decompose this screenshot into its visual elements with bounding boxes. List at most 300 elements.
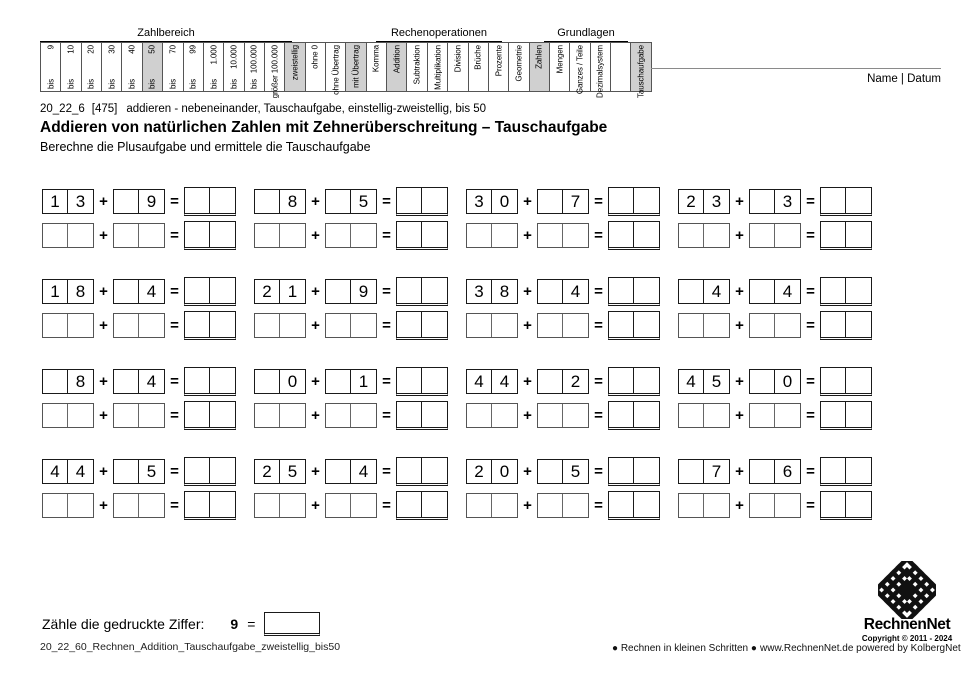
- result-box[interactable]: [820, 277, 872, 306]
- plus-operator: +: [523, 227, 532, 244]
- digit-cell-ones[interactable]: 8: [499, 282, 510, 301]
- digit-cell-tens[interactable]: [326, 460, 351, 483]
- result-cell-tens[interactable]: [397, 278, 422, 303]
- digit-cell-tens[interactable]: [255, 224, 280, 247]
- number-box[interactable]: [113, 313, 165, 338]
- digit-cell-tens[interactable]: [114, 494, 139, 517]
- result-cell-ones[interactable]: [634, 402, 659, 427]
- result-cell-tens[interactable]: [821, 368, 846, 393]
- digit-cell-ones[interactable]: 0: [287, 372, 298, 391]
- result-cell-ones[interactable]: [846, 402, 871, 427]
- result-cell-ones[interactable]: [422, 312, 447, 337]
- digit-cell-ones[interactable]: [492, 314, 517, 337]
- digit-cell-ones[interactable]: 0: [499, 192, 510, 211]
- result-cell-tens[interactable]: [397, 402, 422, 427]
- result-cell-ones[interactable]: [846, 492, 871, 517]
- digit-cell-ones[interactable]: [280, 224, 305, 247]
- result-cell-tens[interactable]: [397, 312, 422, 337]
- number-box[interactable]: [113, 369, 165, 394]
- result-cell-tens[interactable]: [821, 402, 846, 427]
- digit-cell-tens[interactable]: 1: [43, 190, 68, 213]
- result-cell-ones[interactable]: [210, 402, 235, 427]
- result-box[interactable]: [184, 187, 236, 216]
- result-box[interactable]: [396, 491, 448, 520]
- number-box[interactable]: [254, 279, 306, 304]
- number-box[interactable]: [749, 459, 801, 484]
- digit-cell-tens[interactable]: [679, 280, 704, 303]
- digit-cell-tens[interactable]: [255, 404, 280, 427]
- result-box[interactable]: [184, 457, 236, 486]
- digit-cell-ones[interactable]: 6: [782, 462, 793, 481]
- number-box[interactable]: [537, 279, 589, 304]
- digit-cell-ones[interactable]: [563, 494, 588, 517]
- number-box[interactable]: [113, 493, 165, 518]
- result-box[interactable]: [184, 221, 236, 250]
- digit-cell-tens[interactable]: [114, 370, 139, 393]
- number-box[interactable]: [749, 189, 801, 214]
- digit-cell-ones[interactable]: 5: [146, 462, 157, 481]
- equals-operator: =: [382, 317, 391, 334]
- result-box[interactable]: [820, 491, 872, 520]
- number-box[interactable]: [113, 459, 165, 484]
- number-box[interactable]: [325, 493, 377, 518]
- result-cell-tens[interactable]: [185, 312, 210, 337]
- result-cell-ones[interactable]: [210, 188, 235, 213]
- result-cell-tens[interactable]: [609, 368, 634, 393]
- result-cell-tens[interactable]: [185, 492, 210, 517]
- digit-cell-tens[interactable]: [467, 314, 492, 337]
- number-box[interactable]: [749, 223, 801, 248]
- result-box[interactable]: [184, 401, 236, 430]
- digit-cell-ones[interactable]: 7: [570, 192, 581, 211]
- number-box[interactable]: [466, 369, 518, 394]
- digit-cell-tens[interactable]: 3: [467, 280, 492, 303]
- number-box[interactable]: [254, 459, 306, 484]
- result-box[interactable]: [608, 187, 660, 216]
- result-box[interactable]: [184, 367, 236, 396]
- digit-cell-tens[interactable]: [255, 370, 280, 393]
- result-cell-tens[interactable]: [185, 188, 210, 213]
- digit-cell-ones[interactable]: [280, 494, 305, 517]
- digit-cell-ones[interactable]: [68, 314, 93, 337]
- number-box[interactable]: [466, 493, 518, 518]
- result-box[interactable]: [396, 367, 448, 396]
- digit-cell-tens[interactable]: [255, 494, 280, 517]
- result-cell-tens[interactable]: [609, 492, 634, 517]
- digit-cell-ones[interactable]: [139, 224, 164, 247]
- digit-cell-tens[interactable]: [326, 494, 351, 517]
- digit-cell-tens[interactable]: 4: [43, 460, 68, 483]
- digit-cell-ones[interactable]: 5: [570, 462, 581, 481]
- result-cell-ones[interactable]: [422, 402, 447, 427]
- result-cell-tens[interactable]: [185, 368, 210, 393]
- digit-cell-ones[interactable]: [280, 404, 305, 427]
- result-cell-tens[interactable]: [397, 368, 422, 393]
- digit-cell-ones[interactable]: [139, 314, 164, 337]
- result-box[interactable]: [820, 311, 872, 340]
- equals-operator: =: [806, 283, 815, 300]
- result-cell-ones[interactable]: [422, 188, 447, 213]
- number-box[interactable]: [537, 369, 589, 394]
- result-cell-tens[interactable]: [397, 222, 422, 247]
- result-cell-tens[interactable]: [397, 458, 422, 483]
- result-cell-tens[interactable]: [821, 188, 846, 213]
- number-box[interactable]: [466, 189, 518, 214]
- digit-cell-ones[interactable]: [704, 314, 729, 337]
- result-box[interactable]: [820, 367, 872, 396]
- result-cell-ones[interactable]: [422, 492, 447, 517]
- number-box[interactable]: [254, 313, 306, 338]
- digit-cell-tens[interactable]: [679, 224, 704, 247]
- result-cell-tens[interactable]: [609, 188, 634, 213]
- number-box[interactable]: [254, 223, 306, 248]
- digit-cell-ones[interactable]: [775, 404, 800, 427]
- digit-cell-tens[interactable]: 3: [467, 190, 492, 213]
- result-cell-tens[interactable]: [397, 492, 422, 517]
- digit-cell-ones[interactable]: 4: [146, 372, 157, 391]
- plus-operator: +: [523, 283, 532, 300]
- result-cell-tens[interactable]: [185, 278, 210, 303]
- digit-cell-tens[interactable]: [538, 224, 563, 247]
- number-box[interactable]: [678, 189, 730, 214]
- digit-cell-tens[interactable]: [43, 224, 68, 247]
- result-cell-tens[interactable]: [821, 458, 846, 483]
- result-box[interactable]: [608, 367, 660, 396]
- digit-cell-ones[interactable]: [563, 314, 588, 337]
- digit-cell-tens[interactable]: 1: [43, 280, 68, 303]
- number-box[interactable]: [325, 369, 377, 394]
- result-cell-ones[interactable]: [422, 368, 447, 393]
- digit-cell-ones[interactable]: 5: [711, 372, 722, 391]
- digit-cell-tens[interactable]: [750, 314, 775, 337]
- number-box[interactable]: [42, 403, 94, 428]
- equals-operator: =: [170, 193, 179, 210]
- number-box[interactable]: [466, 279, 518, 304]
- classification-cell-ganzes-teile: [570, 42, 590, 95]
- digit-cell-tens[interactable]: 2: [255, 460, 280, 483]
- number-box[interactable]: [113, 279, 165, 304]
- number-box[interactable]: [254, 189, 306, 214]
- digit-cell-tens[interactable]: [750, 224, 775, 247]
- result-box[interactable]: [608, 277, 660, 306]
- result-box[interactable]: [396, 277, 448, 306]
- group-gap-2: [502, 27, 544, 42]
- digit-cell-ones[interactable]: 0: [782, 372, 793, 391]
- digit-cell-ones[interactable]: [351, 404, 376, 427]
- digit-cell-tens[interactable]: [114, 224, 139, 247]
- result-cell-ones[interactable]: [422, 278, 447, 303]
- digit-cell-tens[interactable]: [43, 370, 68, 393]
- result-cell-ones[interactable]: [634, 368, 659, 393]
- digit-cell-tens[interactable]: [43, 494, 68, 517]
- result-cell-ones[interactable]: [422, 222, 447, 247]
- digit-cell-ones[interactable]: 2: [570, 372, 581, 391]
- digit-cell-tens[interactable]: [326, 280, 351, 303]
- result-box[interactable]: [608, 457, 660, 486]
- digit-cell-ones[interactable]: 1: [287, 282, 298, 301]
- result-cell-ones[interactable]: [846, 188, 871, 213]
- digit-cell-tens[interactable]: [255, 190, 280, 213]
- number-box[interactable]: [749, 369, 801, 394]
- number-box[interactable]: [466, 313, 518, 338]
- number-box[interactable]: [537, 493, 589, 518]
- result-box[interactable]: [396, 187, 448, 216]
- result-box[interactable]: [608, 491, 660, 520]
- digit-cell-tens[interactable]: [326, 224, 351, 247]
- digit-cell-tens[interactable]: 2: [679, 190, 704, 213]
- number-box[interactable]: [466, 459, 518, 484]
- digit-cell-tens[interactable]: 2: [467, 460, 492, 483]
- number-box[interactable]: [678, 459, 730, 484]
- digit-cell-tens[interactable]: [538, 314, 563, 337]
- result-cell-tens[interactable]: [609, 312, 634, 337]
- digit-cell-ones[interactable]: 3: [75, 192, 86, 211]
- result-cell-ones[interactable]: [210, 222, 235, 247]
- digit-cell-ones[interactable]: [68, 224, 93, 247]
- digit-cell-ones[interactable]: 4: [782, 282, 793, 301]
- classification-cell-top-label: 50: [147, 45, 157, 54]
- digit-cell-ones[interactable]: 5: [358, 192, 369, 211]
- digit-cell-ones[interactable]: [704, 494, 729, 517]
- digit-cell-tens[interactable]: [114, 314, 139, 337]
- number-box[interactable]: [466, 223, 518, 248]
- digit-cell-ones[interactable]: 8: [75, 372, 86, 391]
- digit-cell-ones[interactable]: [68, 494, 93, 517]
- number-box[interactable]: [678, 403, 730, 428]
- digit-cell-ones[interactable]: [775, 494, 800, 517]
- result-cell-tens[interactable]: [185, 402, 210, 427]
- digit-cell-ones[interactable]: 4: [711, 282, 722, 301]
- digit-cell-tens[interactable]: [43, 314, 68, 337]
- digit-cell-ones[interactable]: [280, 314, 305, 337]
- digit-cell-tens[interactable]: [679, 314, 704, 337]
- number-box[interactable]: [537, 223, 589, 248]
- number-box[interactable]: [42, 493, 94, 518]
- result-cell-ones[interactable]: [210, 278, 235, 303]
- exercise-cell: [42, 188, 254, 256]
- result-cell-ones[interactable]: [210, 312, 235, 337]
- digit-cell-tens[interactable]: [750, 494, 775, 517]
- digit-cell-ones[interactable]: 8: [75, 282, 86, 301]
- number-box[interactable]: [537, 459, 589, 484]
- result-cell-ones[interactable]: [846, 312, 871, 337]
- digit-cell-tens[interactable]: [114, 190, 139, 213]
- number-box[interactable]: [325, 223, 377, 248]
- number-box[interactable]: [254, 493, 306, 518]
- digit-cell-tens[interactable]: [679, 460, 704, 483]
- digit-cell-ones[interactable]: 4: [499, 372, 510, 391]
- digit-cell-tens[interactable]: [750, 404, 775, 427]
- number-box[interactable]: [42, 313, 94, 338]
- digit-cell-ones[interactable]: 9: [358, 282, 369, 301]
- number-box[interactable]: [42, 369, 94, 394]
- result-cell-ones[interactable]: [634, 492, 659, 517]
- digit-cell-ones[interactable]: [139, 404, 164, 427]
- number-box[interactable]: [749, 313, 801, 338]
- digit-cell-tens[interactable]: 4: [679, 370, 704, 393]
- result-box[interactable]: [820, 401, 872, 430]
- digit-cell-tens[interactable]: [538, 280, 563, 303]
- number-box[interactable]: [537, 403, 589, 428]
- number-box[interactable]: [537, 189, 589, 214]
- digit-cell-ones[interactable]: [351, 494, 376, 517]
- number-box[interactable]: [537, 313, 589, 338]
- result-cell-tens[interactable]: [821, 278, 846, 303]
- digit-cell-ones[interactable]: [351, 224, 376, 247]
- result-box[interactable]: [396, 221, 448, 250]
- digit-cell-ones[interactable]: 0: [499, 462, 510, 481]
- digit-cell-ones[interactable]: 4: [75, 462, 86, 481]
- result-cell-ones[interactable]: [210, 368, 235, 393]
- digit-cell-ones[interactable]: 9: [146, 192, 157, 211]
- digit-cell-tens[interactable]: [467, 494, 492, 517]
- result-cell-tens[interactable]: [821, 492, 846, 517]
- number-box[interactable]: [325, 279, 377, 304]
- result-box[interactable]: [608, 221, 660, 250]
- name-date-field[interactable]: [651, 68, 941, 85]
- digit-cell-tens[interactable]: [114, 404, 139, 427]
- digit-cell-tens[interactable]: [750, 280, 775, 303]
- digit-cell-tens[interactable]: [538, 190, 563, 213]
- result-cell-ones[interactable]: [846, 278, 871, 303]
- digit-cell-tens[interactable]: [750, 190, 775, 213]
- digit-cell-tens[interactable]: [750, 460, 775, 483]
- result-box[interactable]: [608, 401, 660, 430]
- digit-cell-tens[interactable]: 2: [255, 280, 280, 303]
- result-box[interactable]: [396, 457, 448, 486]
- number-box[interactable]: [113, 403, 165, 428]
- digit-cell-tens[interactable]: 4: [467, 370, 492, 393]
- result-cell-tens[interactable]: [185, 458, 210, 483]
- digit-cell-tens[interactable]: [114, 280, 139, 303]
- number-box[interactable]: [325, 313, 377, 338]
- digit-cell-tens[interactable]: [467, 224, 492, 247]
- result-box[interactable]: [820, 187, 872, 216]
- result-box[interactable]: [184, 277, 236, 306]
- number-box[interactable]: [325, 459, 377, 484]
- number-box[interactable]: [325, 403, 377, 428]
- digit-cell-tens[interactable]: [326, 190, 351, 213]
- digit-cell-tens[interactable]: [326, 370, 351, 393]
- digit-cell-ones[interactable]: 7: [711, 462, 722, 481]
- digit-cell-ones[interactable]: [139, 494, 164, 517]
- result-cell-tens[interactable]: [821, 222, 846, 247]
- result-cell-ones[interactable]: [846, 368, 871, 393]
- result-cell-ones[interactable]: [846, 222, 871, 247]
- number-box[interactable]: [749, 403, 801, 428]
- result-box[interactable]: [608, 311, 660, 340]
- digit-cell-tens[interactable]: [750, 370, 775, 393]
- number-box[interactable]: [254, 369, 306, 394]
- result-cell-tens[interactable]: [397, 188, 422, 213]
- digit-cell-ones[interactable]: [704, 404, 729, 427]
- digit-cell-ones[interactable]: 4: [570, 282, 581, 301]
- result-cell-ones[interactable]: [634, 312, 659, 337]
- digit-cell-ones[interactable]: 3: [711, 192, 722, 211]
- result-box[interactable]: [396, 311, 448, 340]
- digit-cell-tens[interactable]: [538, 460, 563, 483]
- number-box[interactable]: [678, 223, 730, 248]
- digit-cell-tens[interactable]: [538, 404, 563, 427]
- result-cell-ones[interactable]: [634, 278, 659, 303]
- result-cell-tens[interactable]: [609, 458, 634, 483]
- number-box[interactable]: [466, 403, 518, 428]
- digit-cell-ones[interactable]: [492, 494, 517, 517]
- number-box[interactable]: [254, 403, 306, 428]
- number-box[interactable]: [113, 189, 165, 214]
- digit-cell-ones[interactable]: 3: [782, 192, 793, 211]
- digit-cell-tens[interactable]: [326, 314, 351, 337]
- number-box[interactable]: [42, 189, 94, 214]
- digit-cell-tens[interactable]: [679, 404, 704, 427]
- digit-cell-ones[interactable]: [563, 404, 588, 427]
- number-box[interactable]: [325, 189, 377, 214]
- digit-cell-ones[interactable]: [492, 404, 517, 427]
- number-box[interactable]: [42, 223, 94, 248]
- digit-cell-tens[interactable]: [114, 460, 139, 483]
- digit-cell-ones[interactable]: [775, 314, 800, 337]
- result-box[interactable]: [820, 457, 872, 486]
- digit-cell-tens[interactable]: [43, 404, 68, 427]
- result-cell-ones[interactable]: [634, 458, 659, 483]
- result-cell-tens[interactable]: [185, 222, 210, 247]
- digit-cell-tens[interactable]: [326, 404, 351, 427]
- number-box[interactable]: [42, 459, 94, 484]
- digit-cell-ones[interactable]: [68, 404, 93, 427]
- number-box[interactable]: [678, 313, 730, 338]
- digit-cell-ones[interactable]: 1: [358, 372, 369, 391]
- result-cell-ones[interactable]: [422, 458, 447, 483]
- number-box[interactable]: [749, 493, 801, 518]
- digit-cell-tens[interactable]: [538, 370, 563, 393]
- number-box[interactable]: [678, 493, 730, 518]
- digit-cell-ones[interactable]: [351, 314, 376, 337]
- digit-cell-ones[interactable]: 5: [287, 462, 298, 481]
- result-box[interactable]: [396, 401, 448, 430]
- number-box[interactable]: [749, 279, 801, 304]
- digit-cell-ones[interactable]: [775, 224, 800, 247]
- digit-cell-tens[interactable]: [679, 494, 704, 517]
- classification-cell-label: Prozente: [494, 45, 504, 77]
- digit-cell-tens[interactable]: [467, 404, 492, 427]
- digit-cell-ones[interactable]: [704, 224, 729, 247]
- result-cell-ones[interactable]: [846, 458, 871, 483]
- result-cell-ones[interactable]: [210, 458, 235, 483]
- result-cell-ones[interactable]: [210, 492, 235, 517]
- result-box[interactable]: [820, 221, 872, 250]
- result-cell-tens[interactable]: [609, 222, 634, 247]
- result-cell-tens[interactable]: [821, 312, 846, 337]
- digit-cell-tens[interactable]: [538, 494, 563, 517]
- digit-cell-ones[interactable]: [563, 224, 588, 247]
- number-box[interactable]: [42, 279, 94, 304]
- result-cell-tens[interactable]: [609, 402, 634, 427]
- result-box[interactable]: [184, 491, 236, 520]
- digit-cell-tens[interactable]: [255, 314, 280, 337]
- result-box[interactable]: [184, 311, 236, 340]
- digit-cell-ones[interactable]: 4: [358, 462, 369, 481]
- number-box[interactable]: [113, 223, 165, 248]
- digit-cell-ones[interactable]: 8: [287, 192, 298, 211]
- count-task-answer-box[interactable]: [264, 612, 320, 636]
- digit-cell-ones[interactable]: [492, 224, 517, 247]
- result-cell-ones[interactable]: [634, 222, 659, 247]
- number-box[interactable]: [678, 279, 730, 304]
- digit-cell-ones[interactable]: 4: [146, 282, 157, 301]
- result-cell-tens[interactable]: [609, 278, 634, 303]
- number-box[interactable]: [678, 369, 730, 394]
- result-cell-ones[interactable]: [634, 188, 659, 213]
